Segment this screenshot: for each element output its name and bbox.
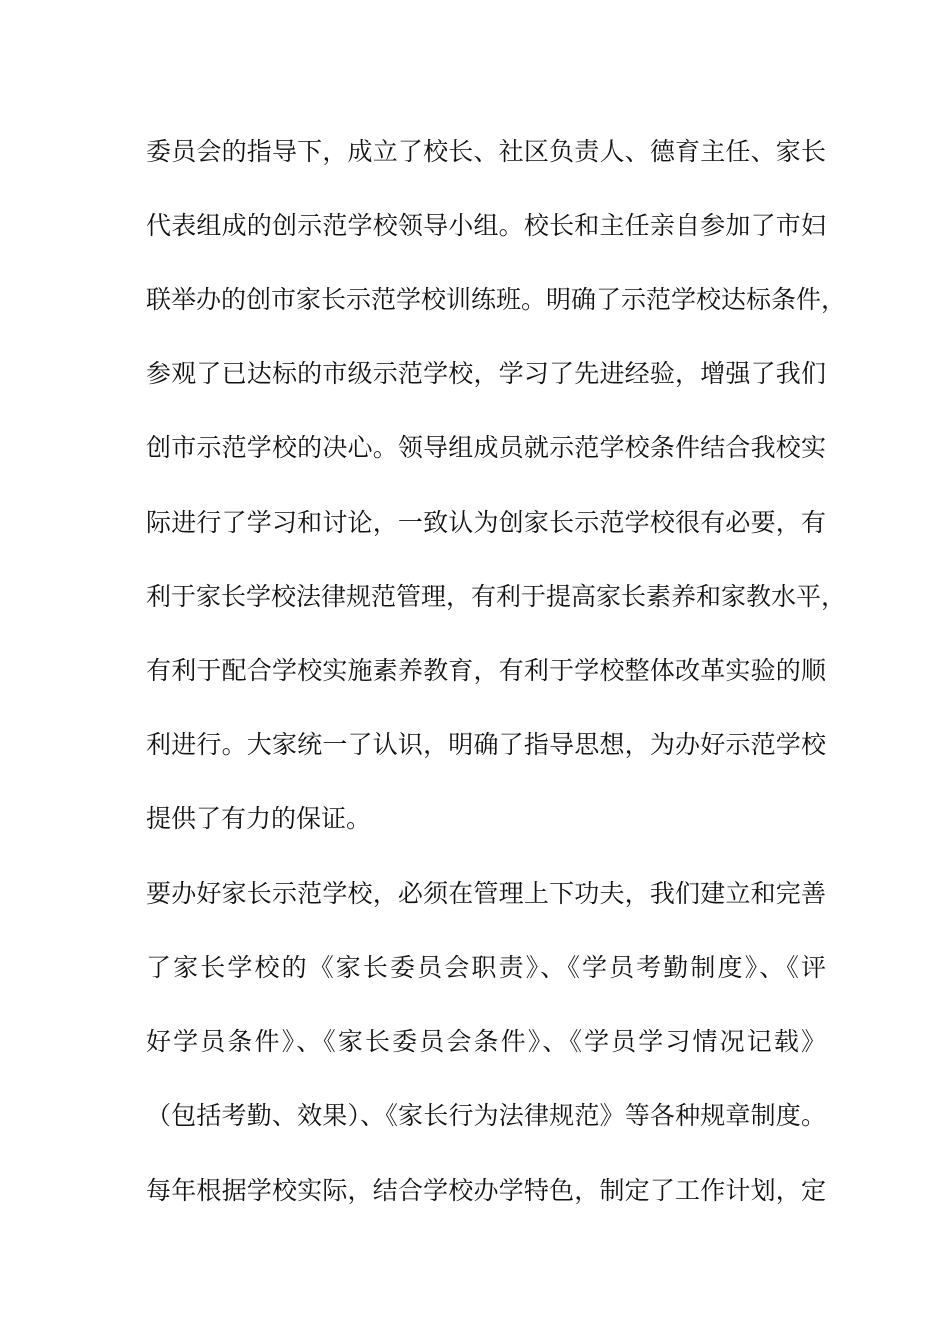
paragraph-line: 创市示范学校的决心。领导组成员就示范学校条件结合我校实 bbox=[146, 433, 826, 462]
paragraph-line: 有利于配合学校实施素养教育，有利于学校整体改革实验的顺 bbox=[146, 656, 826, 685]
paragraph-line: 参观了已达标的市级示范学校，学习了先进经验，增强了我们 bbox=[146, 359, 826, 388]
paragraph-line: （包括考勤、效果）、《家长行为法律规范》等各种规章制度。 bbox=[146, 1101, 826, 1130]
paragraph-line: 利进行。大家统一了认识，明确了指导思想，为办好示范学校 bbox=[146, 730, 826, 759]
paragraph-line: 了家长学校的《家长委员会职责》、《学员考勤制度》、《评 bbox=[146, 953, 826, 982]
paragraph-line: 利于家长学校法律规范管理，有利于提高家长素养和家教水平， bbox=[146, 582, 847, 611]
paragraph-line: 好学员条件》、《家长委员会条件》、《学员学习情况记载》 bbox=[146, 1027, 826, 1056]
paragraph-line: 要办好家长示范学校，必须在管理上下功夫，我们建立和完善 bbox=[146, 879, 826, 908]
paragraph-line: 每年根据学校实际，结合学校办学特色，制定了工作计划，定 bbox=[146, 1176, 826, 1205]
paragraph-line: 际进行了学习和讨论，一致认为创家长示范学校很有必要，有 bbox=[146, 508, 826, 537]
paragraph-line: 联举办的创市家长示范学校训练班。明确了示范学校达标条件， bbox=[146, 285, 847, 314]
paragraph-line: 提供了有力的保证。 bbox=[146, 804, 372, 833]
paragraph-line: 代表组成的创示范学校领导小组。校长和主任亲自参加了市妇 bbox=[146, 211, 826, 240]
paragraph-line: 委员会的指导下，成立了校长、社区负责人、德育主任、家长 bbox=[146, 137, 826, 166]
